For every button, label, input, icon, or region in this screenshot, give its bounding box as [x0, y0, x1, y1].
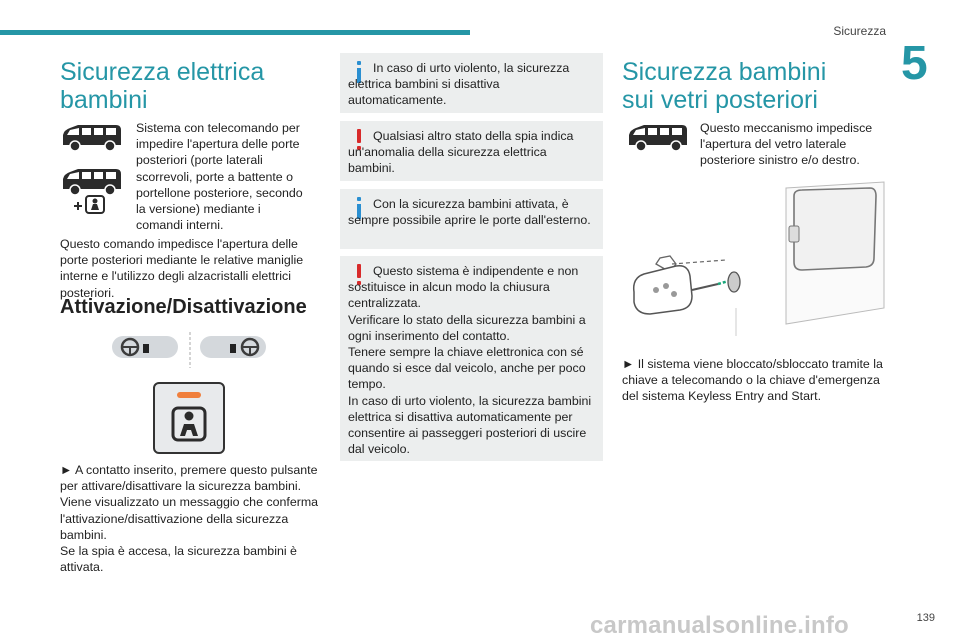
note-text: Questo sistema è indipendente e non sostituisce in alcun modo la chiusura centralizzata. Verificare lo stato della sicurezza bambini a ogni inserimento del contatto. Tenere sempre la chiave elettronica con sé quando si esce dal veicolo, anche per poco tempo. In caso di urto violento, la sicurezza bambini elettrica si disattiva automaticamente per consentire ai passeggeri posteriori di uscire dal veicolo.: [348, 264, 592, 457]
activation-instructions: ► A contatto inserito, premere questo pulsante per attivare/disattivare la sicurezza bambini. Viene visualizzato un messaggio che conferma l'attivazione/disattivazione della sicurezza bambini. Se la spia è accesa, la sicurezza bambini è attivata.: [60, 463, 319, 575]
title-electric-child-lock: Sicurezza elettrica bambini: [60, 58, 265, 114]
section-name: Sicurezza: [833, 24, 886, 38]
van-icon: [626, 122, 690, 152]
rear-window-intro: Questo meccanismo impedisce l'apertura del vetro laterale posteriore sinistro e/o destro.: [700, 121, 873, 168]
led-indicator: [177, 392, 201, 398]
note-text: Qualsiasi altro stato della spia indica un'anomalia della sicurezza elettrica bambini.: [348, 129, 574, 176]
title-rear-window-lock: Sicurezza bambini sui vetri posteriori: [622, 58, 827, 114]
electric-lock-intro: Sistema con telecomando per impedire l'apertura delle porte posteriori (porte laterali scorrevoli, porte a battente o portellone posteriore, secondo la versione) mediante i comandi interni.: [136, 121, 303, 233]
watermark: carmanualsonline.info: [590, 612, 849, 639]
warning-note-2: [340, 256, 603, 461]
note-text: In caso di urto violento, la sicurezza elettrica bambini si disattiva automaticamente.: [348, 61, 570, 108]
warning-note-1: [340, 121, 603, 181]
rear-window-lock-illustration: [626, 178, 888, 338]
dashboard-location-icon: [110, 330, 280, 370]
electric-lock-description: Questo comando impedisce l'apertura delle porte posteriori mediante le relative maniglie interne e l'utilizzo degli alzacristalli elettrici posteriori.: [60, 237, 304, 300]
info-note-2: [340, 189, 603, 249]
header-accent-bar: [0, 30, 470, 35]
child-lock-button[interactable]: [153, 382, 225, 454]
page-number: 139: [916, 612, 935, 624]
note-text: Con la sicurezza bambini attivata, è sempre possibile aprire le porte dall'esterno.: [348, 197, 591, 228]
rear-window-lock-instructions: ► Il sistema viene bloccato/sbloccato tramite la chiave a telecomando o la chiave d'emergenza del sistema Keyless Entry and Start.: [622, 357, 883, 404]
chapter-number: 5: [901, 37, 928, 90]
subtitle-activation: Attivazione/Disattivazione: [60, 296, 307, 318]
van-child-lock-icon: [60, 166, 124, 214]
van-icon: [60, 122, 124, 152]
info-note-1: [340, 53, 603, 113]
